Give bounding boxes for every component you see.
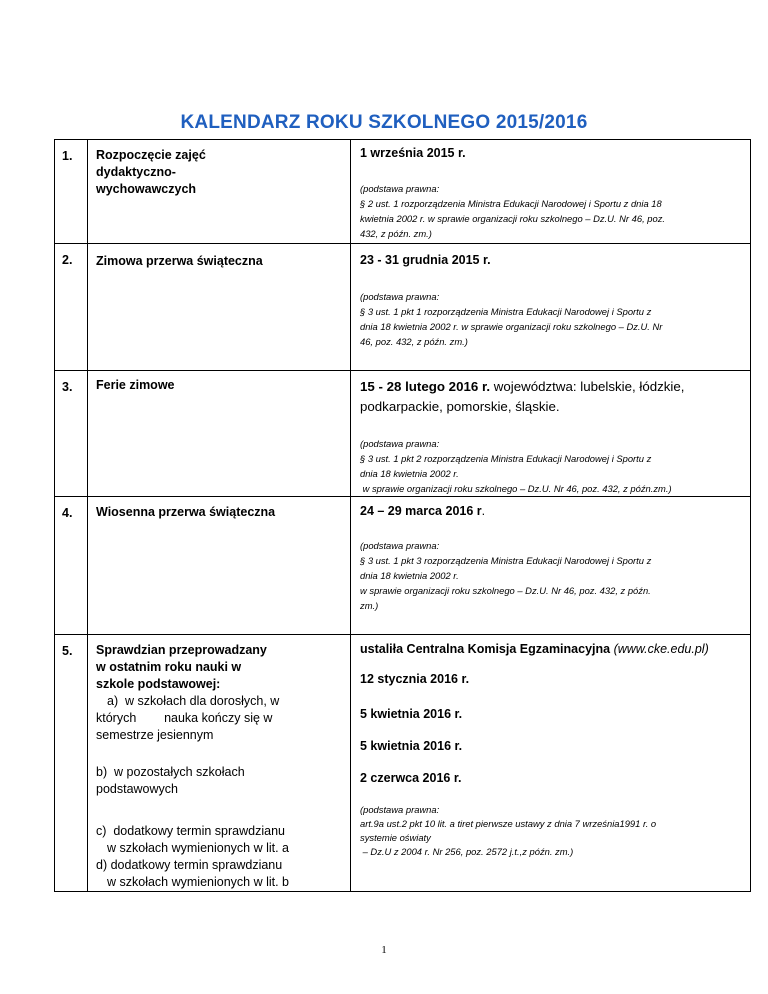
sub-item-b: b) w pozostałych szkołach podstawowych [96, 765, 245, 796]
table-row [55, 244, 751, 371]
row-number: 2. [62, 253, 73, 267]
row-date: 24 – 29 marca 2016 r. [360, 504, 486, 518]
sub-item-d: d) dodatkowy termin sprawdzianu w szkołach wymienionych w lit. b [96, 858, 290, 889]
row-label: Rozpoczęcie zajęć dydaktyczno- wychowawczych [96, 148, 206, 196]
row-date: 2 czerwca 2016 r. [360, 771, 462, 785]
page-title: KALENDARZ ROKU SZKOLNEGO 2015/2016 [180, 112, 588, 133]
legal-basis: (podstawa prawna: § 2 ust. 1 rozporządzenia Ministra Edukacji Narodowej i Sportu z dnia 18 kwietnia 2002 r. w sprawie organizacji roku szkolnego – Dz.U. Nr 46, poz. 432, z późn. zm.) [360, 183, 665, 239]
sub-item-c: c) dodatkowy termin sprawdzianu w szkołach wymienionych w lit. a [96, 824, 290, 855]
legal-basis: (podstawa prawna: § 3 ust. 1 pkt 3 rozporządzenia Ministra Edukacji Narodowej i Sportu z dnia 18 kwietnia 2002 r. w sprawie organizacji roku szkolnego – Dz.U. Nr 46, poz. 432, z późn. zm.) [360, 540, 652, 611]
table-row [55, 371, 751, 497]
sub-item-a: a) w szkołach dla dorosłych, w których nauka kończy się w semestrze jesiennym [96, 694, 280, 742]
row-number: 4. [62, 506, 73, 520]
legal-basis: (podstawa prawna: § 3 ust. 1 pkt 1 rozporządzenia Ministra Edukacji Narodowej i Sportu z dnia 18 kwietnia 2002 r. w sprawie organizacji roku szkolnego – Dz.U. Nr 46, poz. 432, z późn. zm.) [360, 291, 663, 347]
row-label: Wiosenna przerwa świąteczna [96, 505, 276, 519]
table-row [55, 140, 751, 244]
row-date-head: ustaliła Centralna Komisja Egzaminacyjna (www.cke.edu.pl) [360, 642, 709, 656]
row-number: 5. [62, 644, 73, 658]
row-number: 3. [62, 380, 73, 394]
row-date: 12 stycznia 2016 r. [360, 672, 470, 686]
table-row [55, 497, 751, 635]
row-date: 5 kwietnia 2016 r. [360, 739, 463, 753]
row-date: 15 - 28 lutego 2016 r. województwa: lubelskie, łódzkie, podkarpackie, pomorskie, śląskie. [360, 379, 685, 414]
table-row [55, 635, 751, 892]
row-date: 1 września 2015 r. [360, 146, 466, 160]
page-number: 1 [381, 944, 387, 956]
legal-basis: (podstawa prawna: art.9a ust.2 pkt 10 lit. a tiret pierwsze ustawy z dnia 7 września1991 r. o systemie oświaty – Dz.U z 2004 r. Nr 256, poz. 2572 j.t.,z późn. zm.) [360, 804, 657, 857]
row-date: 23 - 31 grudnia 2015 r. [360, 253, 491, 267]
legal-basis: (podstawa prawna: § 3 ust. 1 pkt 2 rozporządzenia Ministra Edukacji Narodowej i Sportu z dnia 18 kwietnia 2002 r. w sprawie organizacji roku szkolnego – Dz.U. Nr 46, poz. 432, z późn.zm.) [360, 438, 672, 494]
row-label: Ferie zimowe [96, 378, 175, 392]
row-number: 1. [62, 149, 73, 163]
row-label: Zimowa przerwa świąteczna [96, 254, 263, 268]
row-label: Sprawdzian przeprowadzany w ostatnim roku nauki w szkole podstawowej: a) w szkołach dla dorosłych, w których nauka kończy się w semestrze jesiennym b) w pozostałych szkołach podstawowych c) dodatkowy termin sprawdzianu w szkołach wymienionych w lit. a d) dodatkowy termin sprawdzianu w szkołach wymienionych w lit. b [88, 635, 350, 891]
calendar-table [54, 139, 751, 892]
row-date: 5 kwietnia 2016 r. [360, 707, 463, 721]
